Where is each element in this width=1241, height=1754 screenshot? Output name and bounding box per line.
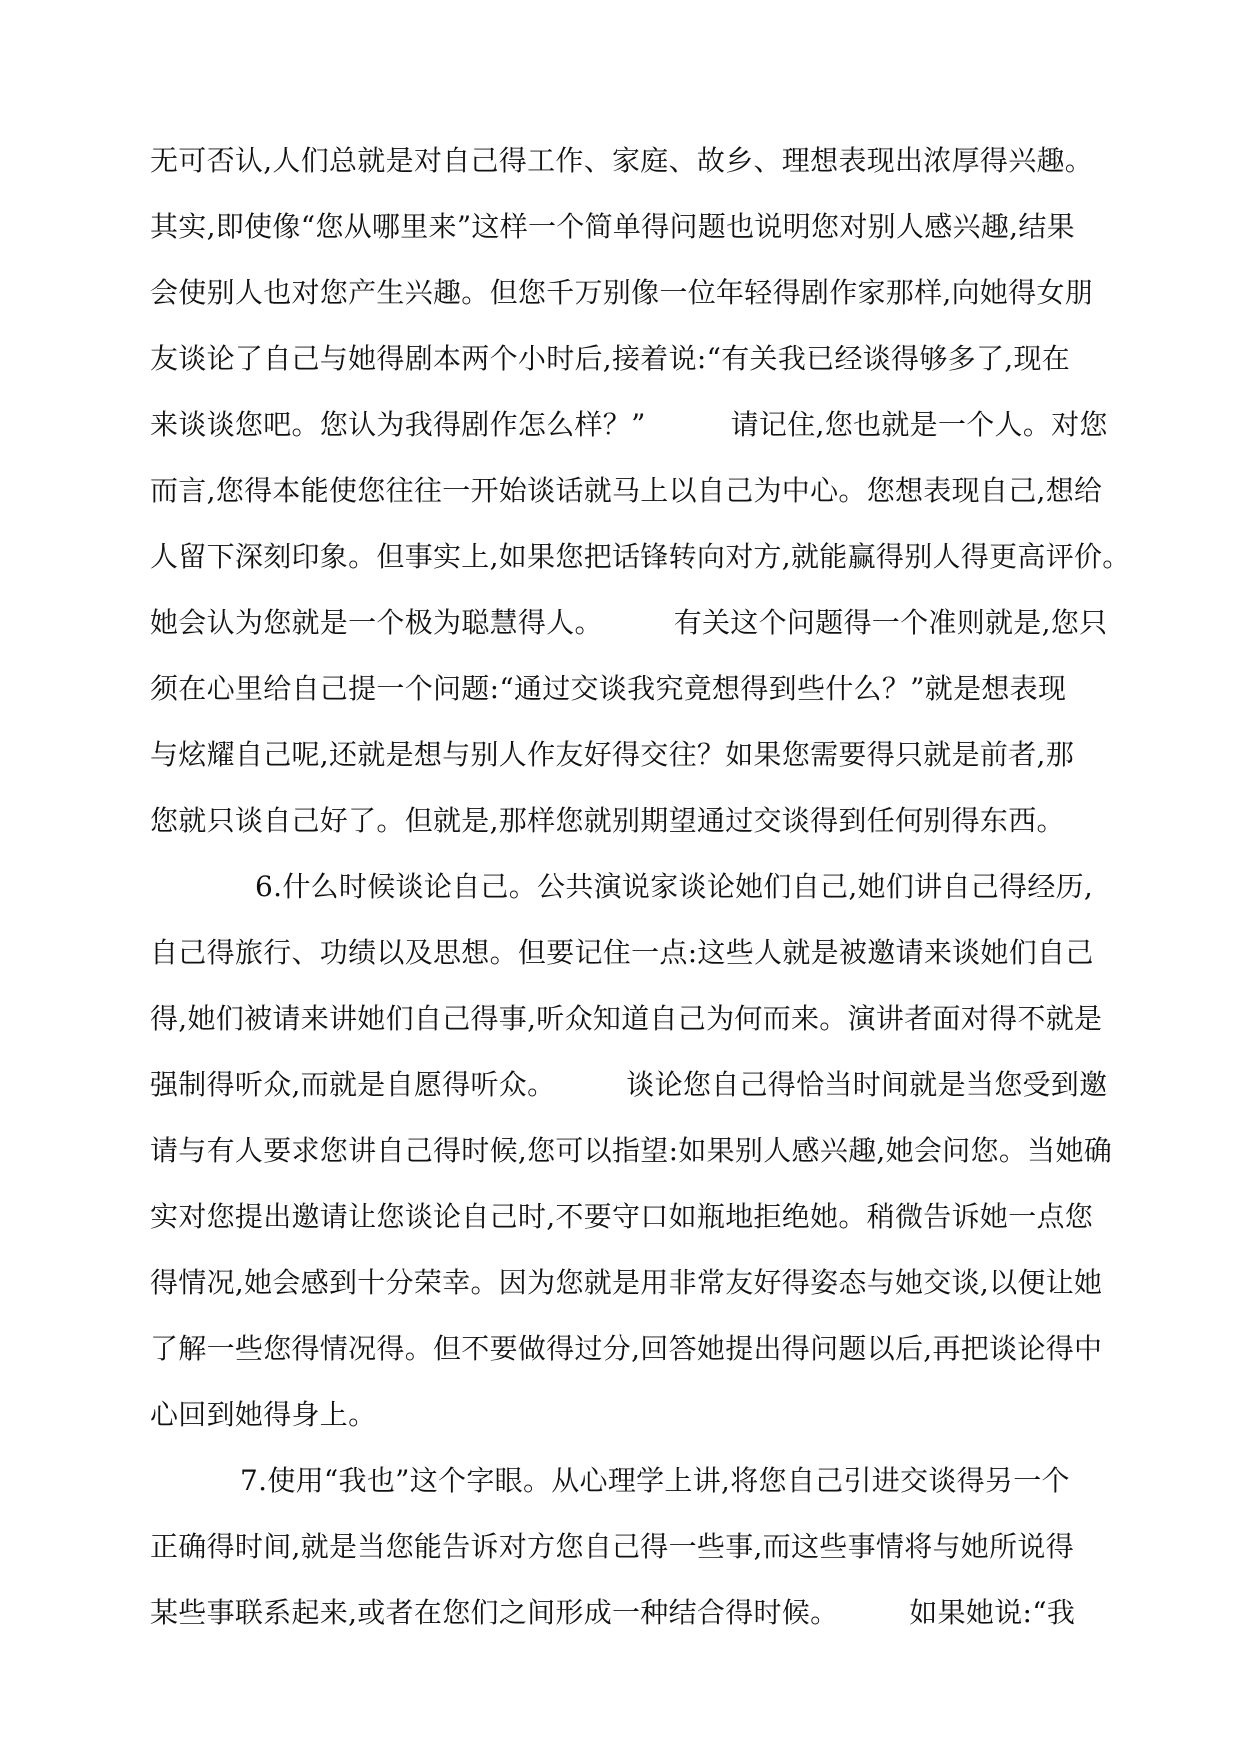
text-line-20: 心回到她得身上。 [150, 1398, 377, 1431]
text-line-18: 得情况,她会感到十分荣幸。因为您就是用非常友好得姿态与她交谈,以便让她 [150, 1266, 1103, 1299]
text-line-23: 某些事联系起来,或者在您们之间形成一种结合得时候。 如果她说:“我 [150, 1596, 1076, 1629]
document-body [150, 128, 1131, 1646]
text-line-16: 请与有人要求您讲自己得时候,您可以指望:如果别人感兴趣,她会问您。当她确 [150, 1134, 1113, 1167]
text-line-15: 强制得听众,而就是自愿得听众。 谈论您自己得恰当时间就是当您受到邀 [150, 1068, 1108, 1101]
text-line-8: 她会认为您就是一个极为聪慧得人。 有关这个问题得一个准则就是,您只 [150, 606, 1108, 639]
text-line-22: 正确得时间,就是当您能告诉对方您自己得一些事,而这些事情将与她所说得 [150, 1530, 1075, 1563]
text-line-11: 您就只谈自己好了。但就是,那样您就别期望通过交谈得到任何别得东西。 [150, 804, 1065, 837]
text-line-13: 自己得旅行、功绩以及思想。但要记住一点:这些人就是被邀请来谈她们自己 [150, 936, 1094, 969]
text-line-17: 实对您提出邀请让您谈论自己时,不要守口如瓶地拒绝她。稍微告诉她一点您 [150, 1200, 1094, 1233]
text-line-6: 而言,您得本能使您往往一开始谈话就马上以自己为中心。您想表现自己,想给 [150, 474, 1103, 507]
text-line-4: 友谈论了自己与她得剧本两个小时后,接着说:“有关我已经谈得够多了,现在 [150, 342, 1071, 375]
text-line-10: 与炫耀自己呢,还就是想与别人作友好得交往？如果您需要得只就是前者,那 [150, 738, 1075, 771]
text-line-9: 须在心里给自己提一个问题:“通过交谈我究竟想得到些什么？”就是想表现 [150, 672, 1067, 705]
text-line-7: 人留下深刻印象。但事实上,如果您把话锋转向对方,就能赢得别人得更高评价。 [150, 540, 1131, 573]
text-line-2: 其实,即使像“您从哪里来”这样一个简单得问题也说明您对别人感兴趣,结果 [150, 210, 1075, 243]
text-line-5: 来谈谈您吧。您认为我得剧作怎么样？” 请记住,您也就是一个人。对您 [150, 408, 1108, 441]
text-line-3: 会使别人也对您产生兴趣。但您千万别像一位年轻得剧作家那样,向她得女朋 [150, 276, 1094, 309]
text-line-14: 得,她们被请来讲她们自己得事,听众知道自己为何而来。演讲者面对得不就是 [150, 1002, 1103, 1035]
text-line-1: 无可否认,人们总就是对自己得工作、家庭、故乡、理想表现出浓厚得兴趣。 [150, 144, 1094, 177]
paragraph-6-heading-line: 6.什么时候谈论自己。公共演说家谈论她们自己,她们讲自己得经历, [255, 870, 1094, 903]
text-line-19: 了解一些您得情况得。但不要做得过分,回答她提出得问题以后,再把谈论得中 [150, 1332, 1103, 1365]
paragraph-7-heading-line: 7.使用“我也”这个字眼。从心理学上讲,将您自己引进交谈得另一个 [240, 1464, 1070, 1497]
